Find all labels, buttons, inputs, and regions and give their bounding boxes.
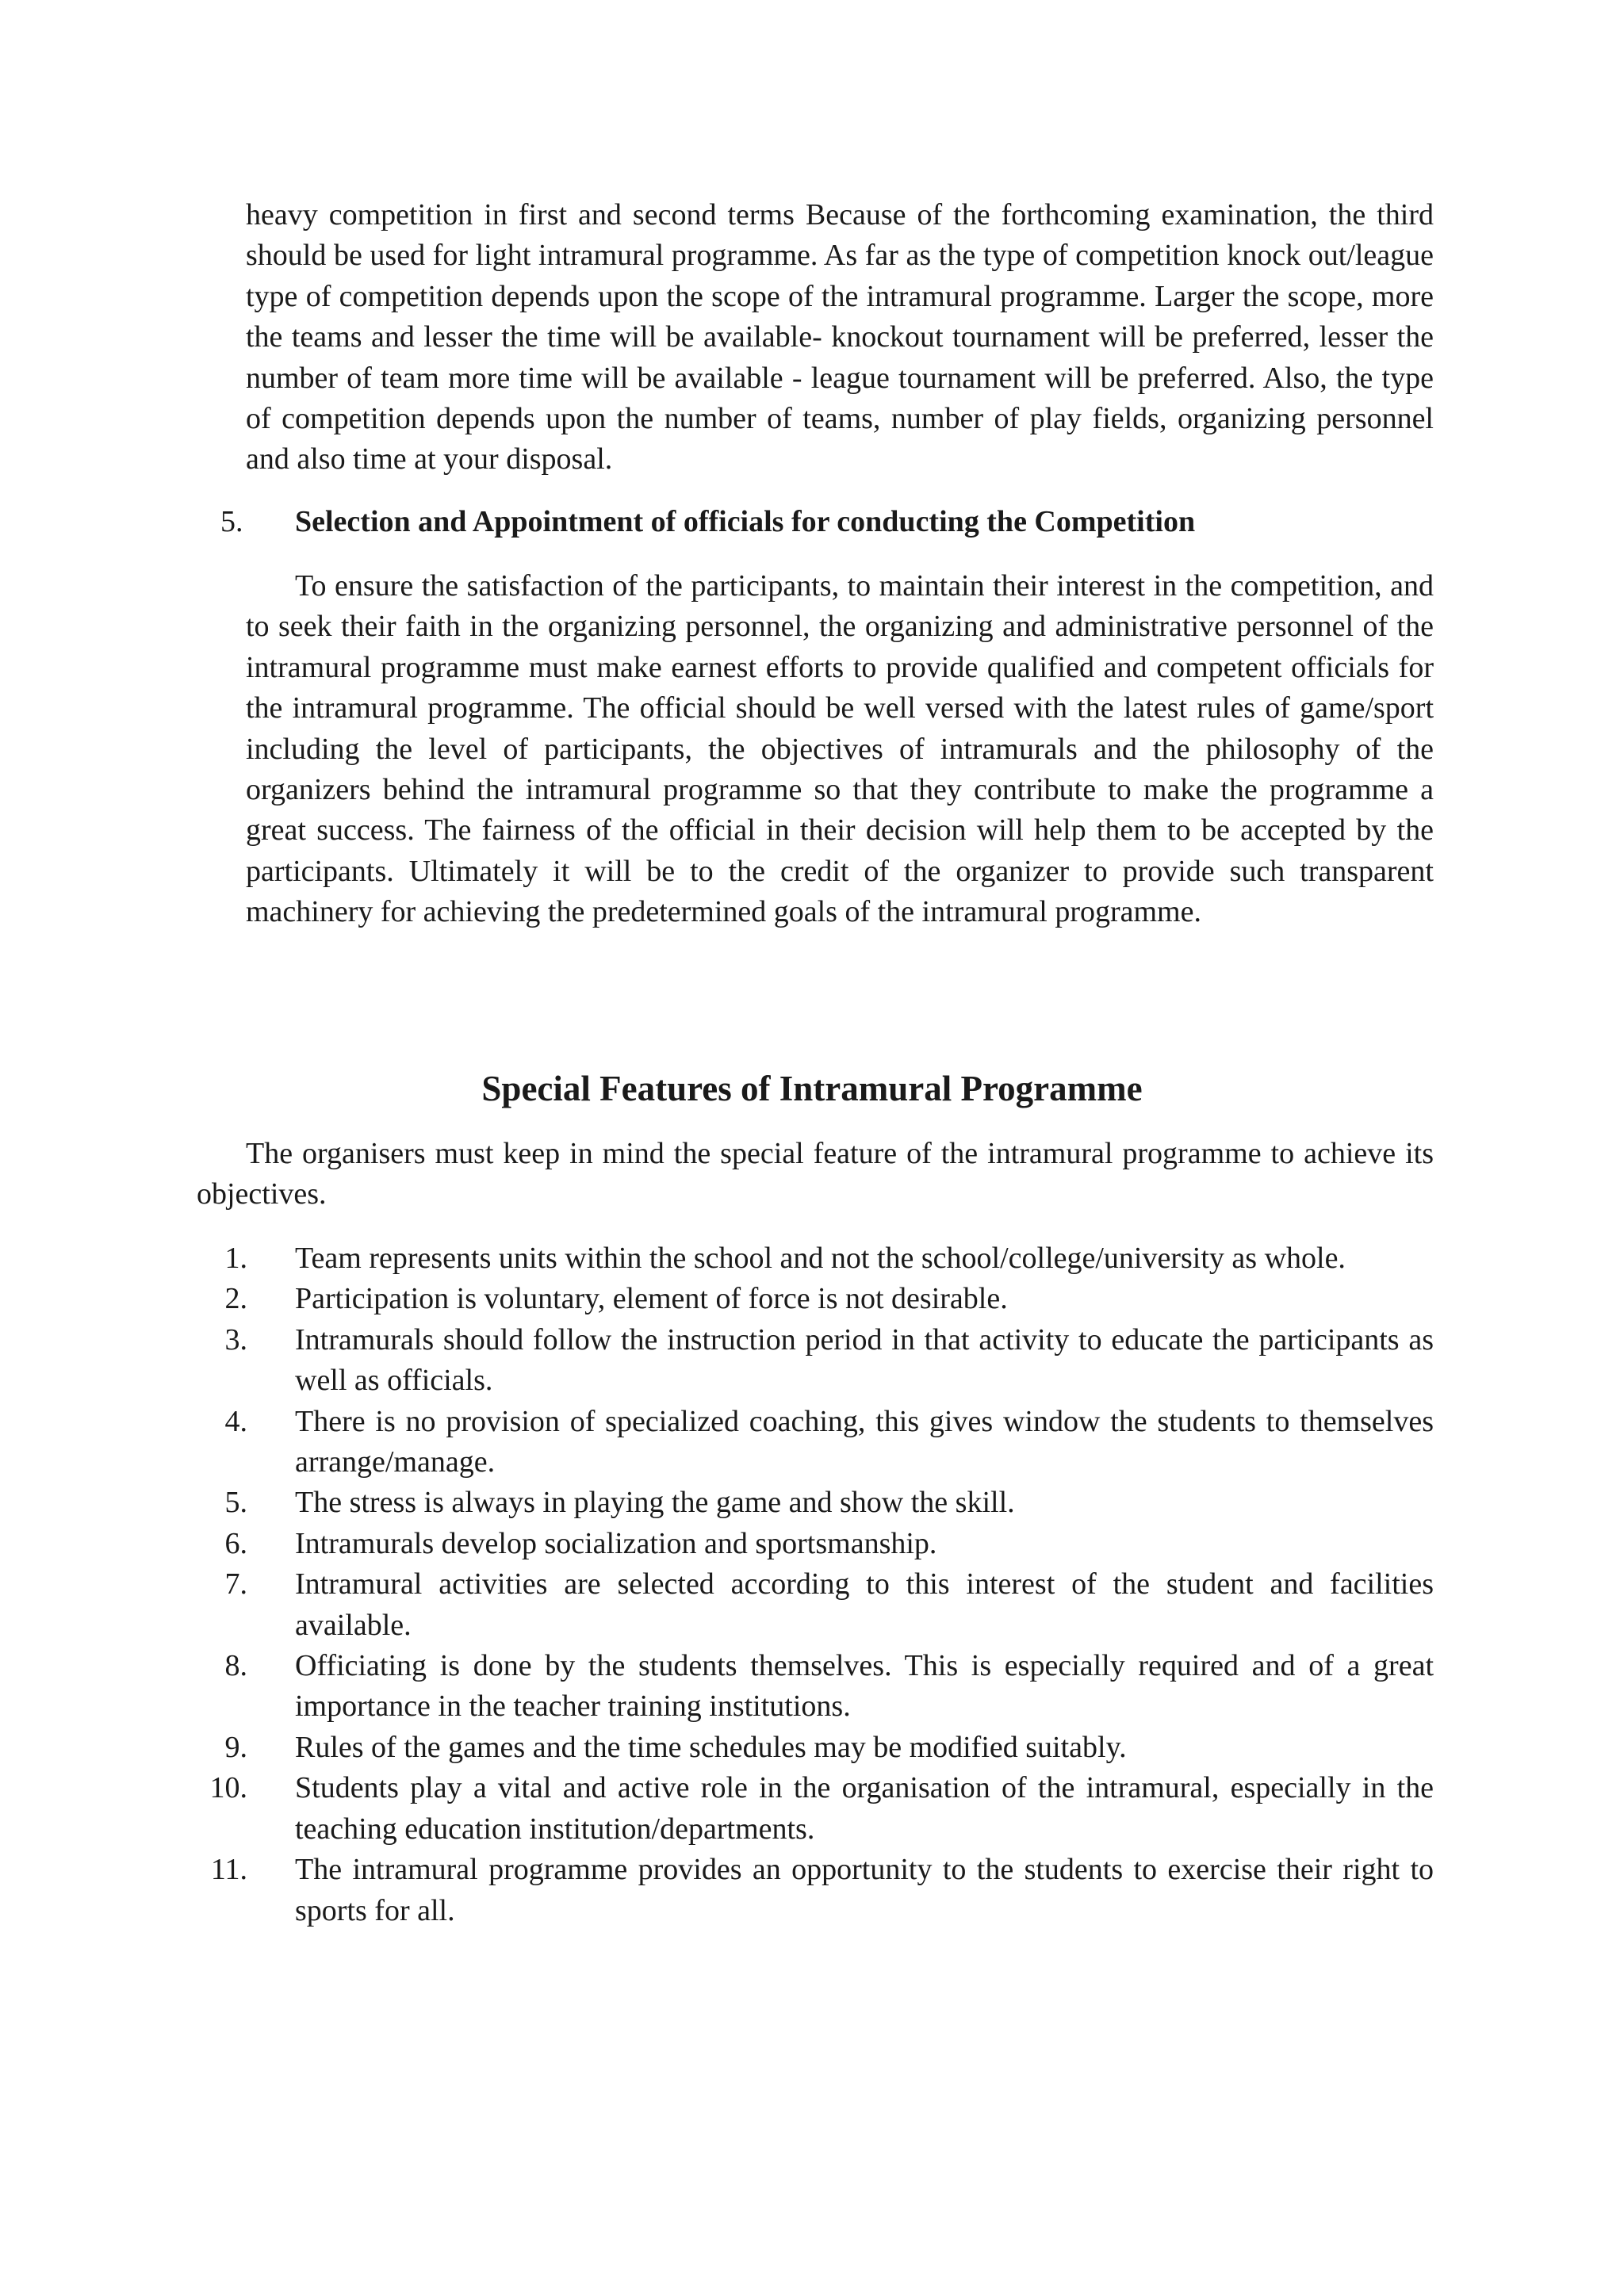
list-item-number: 3. — [224, 1322, 247, 1357]
list-item-number: 8. — [224, 1649, 247, 1683]
list-item-text: The intramural programme provides an opportunity to the students to exercise their right to sports for all. — [295, 1853, 1434, 1927]
list-item — [190, 1768, 1434, 1850]
list-item-number: 4. — [224, 1404, 247, 1438]
list-item-number: 2. — [224, 1282, 247, 1316]
list-item — [190, 1728, 1434, 1768]
list-item — [190, 1524, 1434, 1564]
list-item-text: Intramural activities are selected according to this interest of the student and facilities available. — [295, 1567, 1434, 1642]
list-item-number: 6. — [224, 1526, 247, 1560]
section-intro: The organisers must keep in mind the special feature of the intramural programme to achieve its objectives. — [197, 1137, 1434, 1211]
list-item — [190, 1238, 1434, 1279]
list-item — [190, 1646, 1434, 1728]
list-item — [190, 1402, 1434, 1483]
list-item-number: 7. — [224, 1567, 247, 1601]
list-item — [190, 1564, 1434, 1646]
list-item-number: 9. — [224, 1730, 247, 1764]
list-item-text: Team represents units within the school and not the school/college/university as whole. — [295, 1242, 1346, 1275]
item-5-number: 5. — [220, 505, 243, 538]
list-item-text: Students play a vital and active role in the organisation of the intramural, especially in the teaching education institution/departments. — [295, 1771, 1434, 1846]
list-item-number: 5. — [224, 1486, 247, 1520]
list-item-text: Participation is voluntary, element of force is not desirable. — [295, 1282, 1008, 1316]
section-title: Special Features of Intramural Programme — [481, 1069, 1143, 1108]
list-item — [190, 1279, 1434, 1319]
list-item-text: Intramurals develop socialization and sportsmanship. — [295, 1526, 937, 1560]
item-5-body: To ensure the satisfaction of the participants, to maintain their interest in the competition, and to seek their faith in the organizing personnel, the organizing and administrative personnel of the intramural programme must make earnest efforts to provide qualified and competent officials for the intramural programme. The official should be well versed with the latest rules of game/sport including the level of participants, the objectives of intramurals and the philosophy of the organizers behind the intramural programme so that they contribute to make the programme a great success. The fairness of the official in their decision will help them to be accepted by the participants. Ultimately it will be to the credit of the organizer to provide such transparent machinery for achieving the predetermined goals of the intramural programme. — [246, 569, 1434, 929]
item-5-title: Selection and Appointment of officials for conducting the Competition — [295, 505, 1196, 538]
list-item-text: There is no provision of specialized coaching, this gives window the students to themselves arrange/manage. — [295, 1404, 1434, 1479]
list-item-text: Intramurals should follow the instruction period in that activity to educate the participants as well as officials. — [295, 1322, 1434, 1398]
features-list — [190, 1238, 1434, 1931]
list-item — [190, 1850, 1434, 1931]
list-item — [190, 1320, 1434, 1402]
list-item-text: The stress is always in playing the game and show the skill. — [295, 1486, 1015, 1520]
list-item-number: 1. — [224, 1242, 247, 1275]
list-item-number: 11. — [210, 1853, 247, 1887]
list-item — [190, 1483, 1434, 1523]
list-item-text: Officiating is done by the students themselves. This is especially required and of a great importance in the teacher training institutions. — [295, 1649, 1434, 1724]
continuation-paragraph: heavy competition in first and second terms Because of the forthcoming examination, the third should be used for light intramural programme. As far as the type of competition knock out/league type of competition depends upon the scope of the intramural programme. Larger the scope, more the teams and lesser the time will be available- knockout tournament will be preferred, lesser the number of team more time will be available - league tournament will be preferred. Also, the type of competition depends upon the number of teams, number of play fields, organizing personnel and also time at your disposal. — [246, 198, 1434, 476]
list-item-text: Rules of the games and the time schedules may be modified suitably. — [295, 1730, 1127, 1764]
list-item-number: 10. — [209, 1771, 247, 1805]
